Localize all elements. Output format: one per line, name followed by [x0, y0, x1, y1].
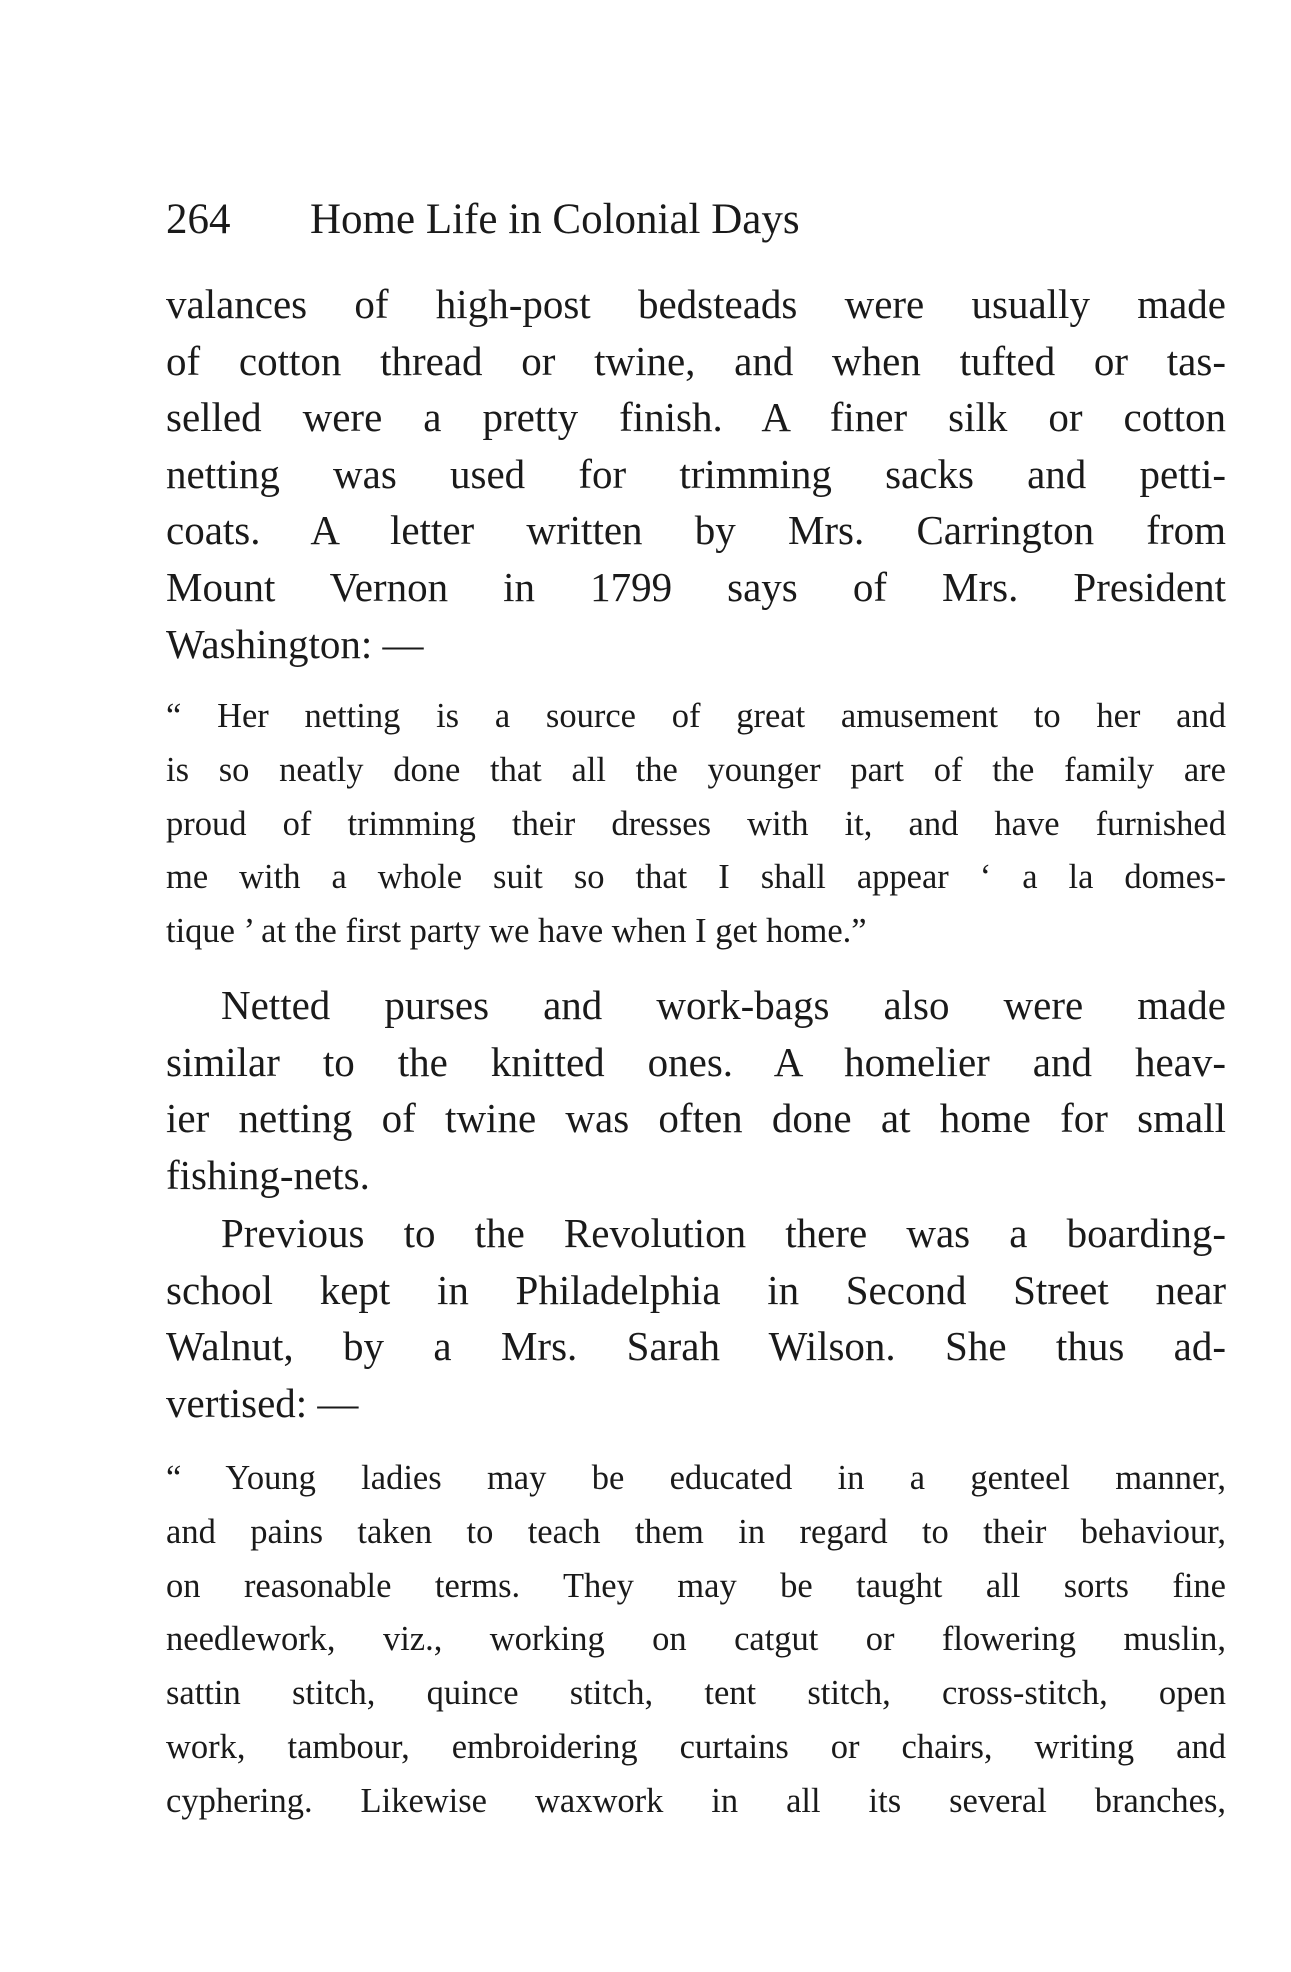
- paragraph-2: [166, 977, 1226, 1203]
- quote-1: [166, 690, 1226, 959]
- page-number: 264: [166, 196, 231, 243]
- quote-line: sattin stitch, quince stitch, tent stitch, cross-stitch, open: [166, 1674, 1226, 1713]
- paragraph-1: [166, 276, 1226, 672]
- text-line: ier netting of twine was often done at home for small: [166, 1095, 1226, 1142]
- quote-line: proud of trimming their dresses with it, and have furnished: [166, 804, 1226, 843]
- quote-line: “ Young ladies may be educated in a genteel manner,: [166, 1459, 1226, 1497]
- text-line: Mount Vernon in 1799 says of Mrs. President: [166, 563, 1226, 610]
- running-title: Home Life in Colonial Days: [310, 196, 800, 243]
- text-line: similar to the knitted ones. A homelier and heav-: [166, 1038, 1226, 1085]
- text-line: Previous to the Revolution there was a boarding-: [221, 1210, 1226, 1256]
- text-line: of cotton thread or twine, and when tufted or tas-: [166, 337, 1226, 384]
- quote-line: work, tambour, embroidering curtains or chairs, writing and: [166, 1727, 1226, 1766]
- quote-line: me with a whole suit so that I shall appear ‘ a la domes-: [166, 858, 1226, 897]
- text-line: coats. A letter written by Mrs. Carrington from: [166, 507, 1226, 554]
- text-line: fishing-nets.: [166, 1151, 370, 1198]
- text-line: valances of high-post bedsteads were usually made: [166, 281, 1226, 327]
- quote-line: and pains taken to teach them in regard to their behaviour,: [166, 1512, 1226, 1551]
- quote-2: [166, 1452, 1226, 1829]
- text-line: Walnut, by a Mrs. Sarah Wilson. She thus ad-: [166, 1323, 1226, 1370]
- text-line: vertised: —: [166, 1379, 359, 1426]
- paragraph-3: [166, 1205, 1226, 1431]
- text-line: selled were a pretty finish. A finer silk or cotton: [166, 394, 1226, 441]
- text-line: school kept in Philadelphia in Second Street near: [166, 1266, 1226, 1313]
- quote-line: cyphering. Likewise waxwork in all its several branches,: [166, 1781, 1226, 1820]
- text-line: Netted purses and work-bags also were made: [221, 982, 1226, 1028]
- quote-line: “ Her netting is a source of great amusement to her and: [166, 697, 1226, 735]
- quote-line: needlework, viz., working on catgut or flowering muslin,: [166, 1620, 1226, 1659]
- quote-line: on reasonable terms. They may be taught all sorts fine: [166, 1566, 1226, 1605]
- page-header: [166, 190, 1126, 250]
- text-line: Washington: —: [166, 620, 424, 667]
- text-line: netting was used for trimming sacks and petti-: [166, 450, 1226, 497]
- quote-line: is so neatly done that all the younger part of the family are: [166, 750, 1226, 789]
- quote-line: tique ’ at the first party we have when I get home.”: [166, 912, 867, 951]
